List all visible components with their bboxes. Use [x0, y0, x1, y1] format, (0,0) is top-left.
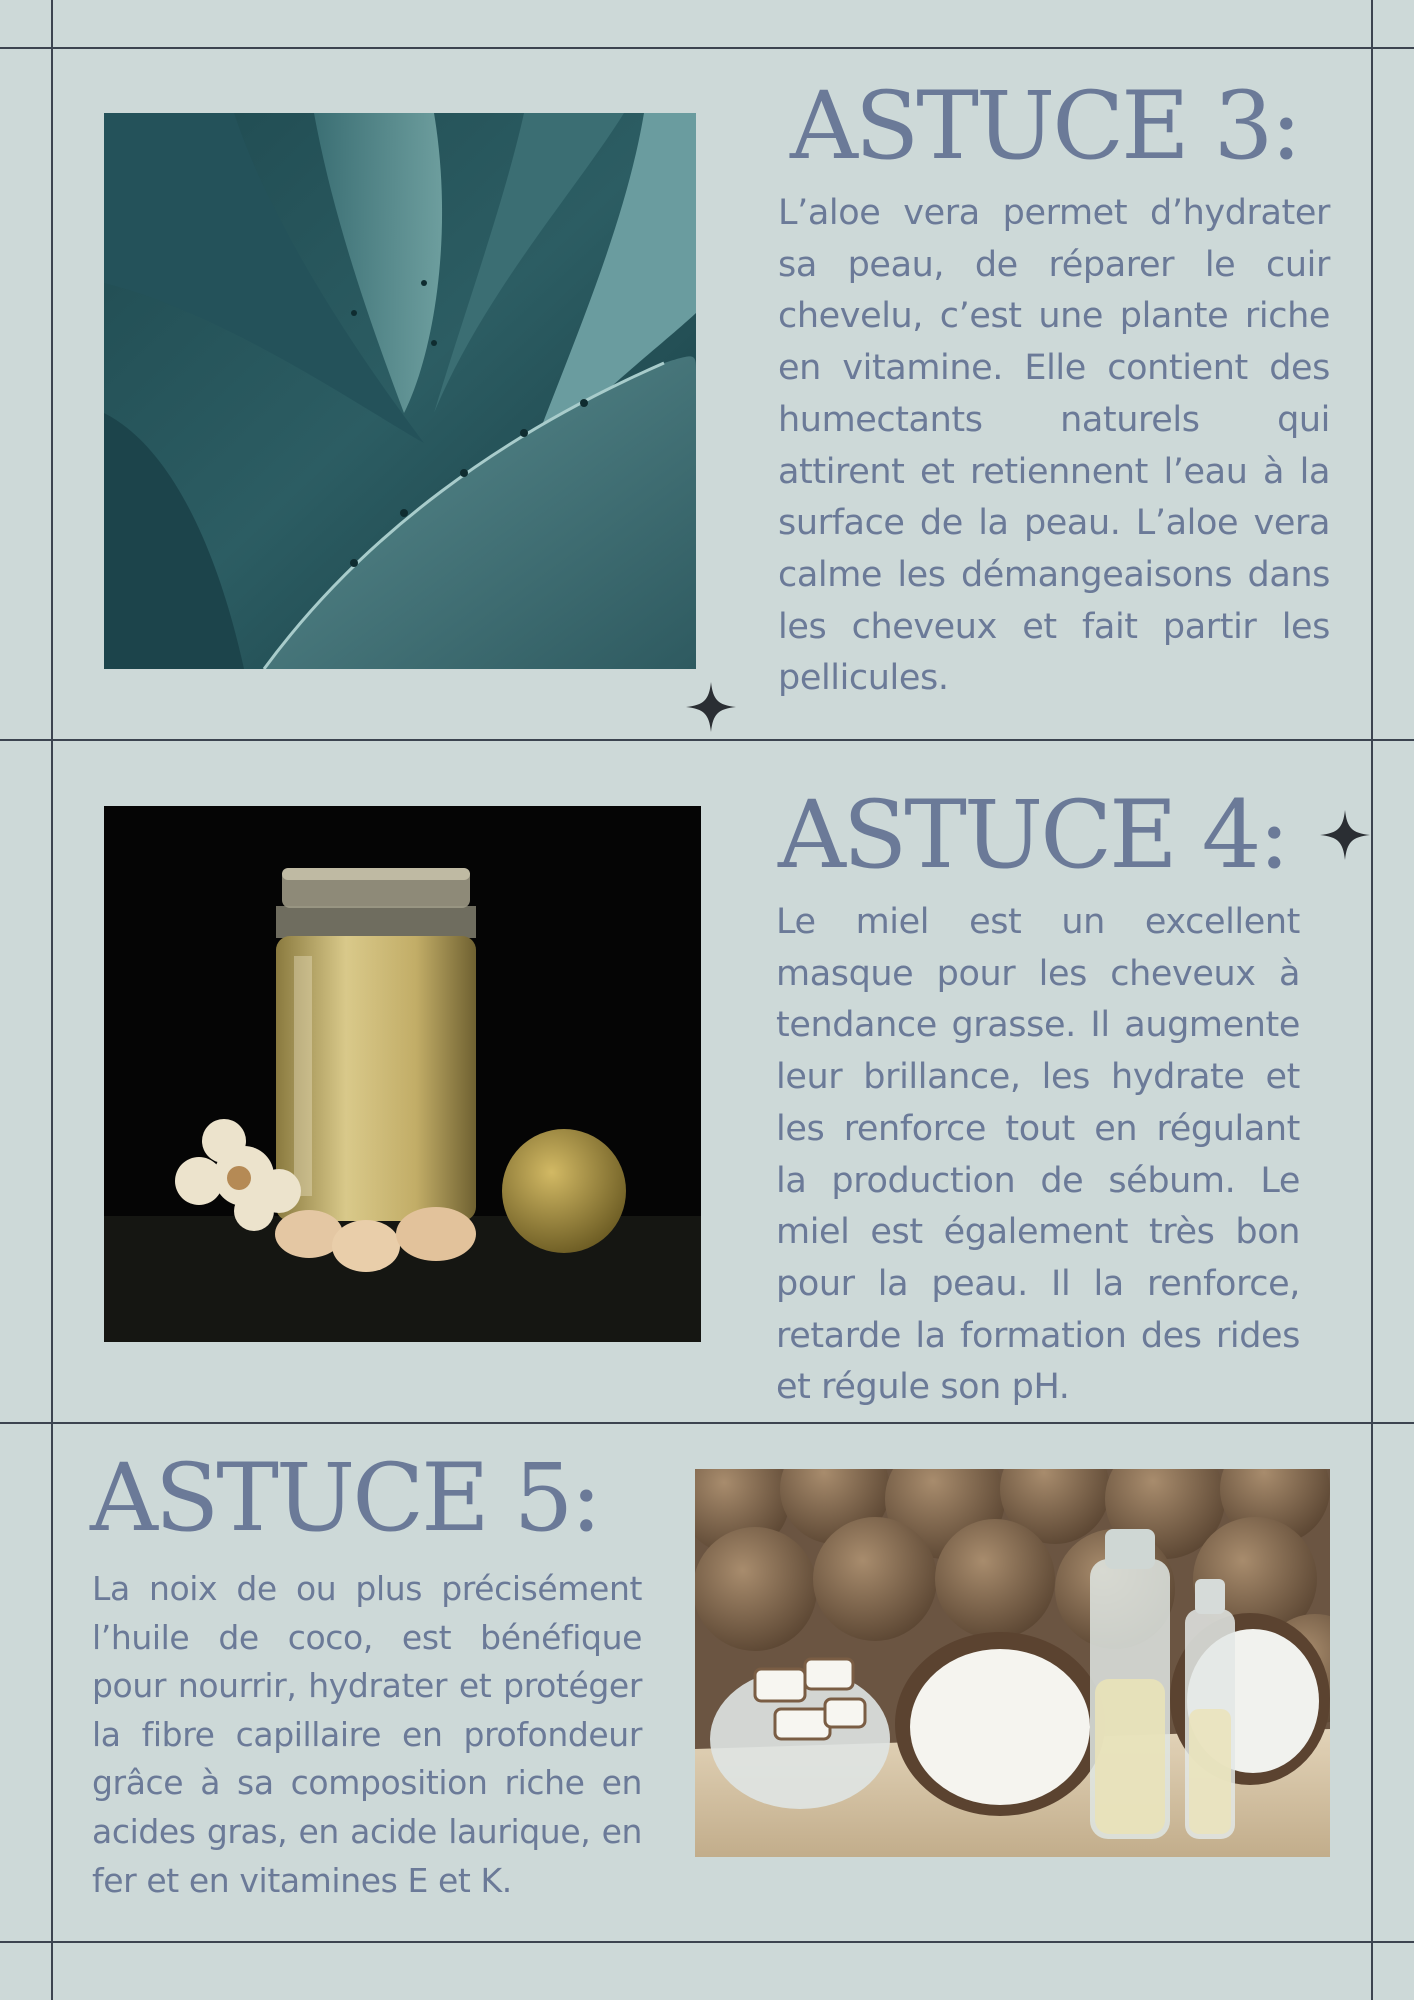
- divider-section-4-5: [0, 1422, 1414, 1424]
- tip-5-text: La noix de ou plus précisément l’huile de coco, est bénéfique pour nourrir, hydrater et protéger la fibre capillaire en profondeur grâce à sa composition riche en acides gras, en acide laurique, en fer et en vitamines E et K.: [92, 1569, 642, 1900]
- divider-top: [0, 47, 1414, 49]
- tip-4-title: ASTUCE 4:: [778, 781, 1288, 890]
- divider-bottom: [0, 1941, 1414, 1943]
- divider-right: [1371, 0, 1373, 2000]
- honey-jar-photo: [104, 806, 701, 1342]
- sparkle-icon: [686, 682, 736, 732]
- aloe-vera-photo: [104, 113, 696, 669]
- sparkle-icon: [1320, 810, 1370, 860]
- divider-left: [51, 0, 53, 2000]
- tip-5-title: ASTUCE 5:: [90, 1444, 600, 1553]
- tip-4-text: Le miel est un excellent masque pour les cheveux à tendance grasse. Il augmente leur brillance, les hydrate et les renforce tout en régulant la production de sébum. Le miel est également très bon pour la peau. Il la renforce, retarde la formation des rides et régule son pH.: [776, 902, 1300, 1408]
- tip-3-text: L’aloe vera permet d’hydrater sa peau, de réparer le cuir chevelu, c’est une plante riche en vitamine. Elle contient des humectants naturels qui attirent et retiennent l’eau à la surface de la peau. L’aloe vera calme les démangeaisons dans les cheveux et fait partir les pellicules.: [778, 193, 1330, 699]
- tip-3-title: ASTUCE 3:: [790, 72, 1300, 181]
- coconut-photo: [695, 1469, 1330, 1857]
- divider-section-3-4: [0, 739, 1414, 741]
